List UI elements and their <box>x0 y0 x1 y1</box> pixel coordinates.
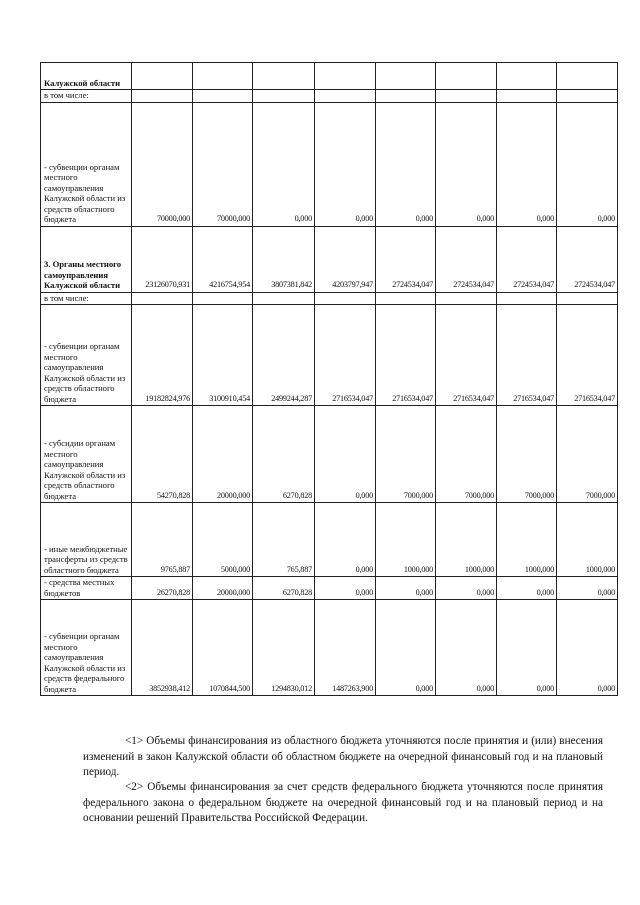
value-cell: 0,000 <box>376 102 436 226</box>
value-cell: 0,000 <box>315 102 376 226</box>
value-cell <box>436 63 497 90</box>
value-cell: 6270,828 <box>253 406 315 503</box>
value-cell: 0,000 <box>497 577 557 600</box>
value-cell: 1000,000 <box>497 503 557 577</box>
value-cell <box>253 63 315 90</box>
value-cell: 9765,887 <box>132 503 193 577</box>
value-cell: 0,000 <box>253 102 315 226</box>
value-cell: 1000,000 <box>557 503 618 577</box>
row-label: Калужской области <box>41 63 132 90</box>
value-cell: 1487263,900 <box>315 600 376 696</box>
value-cell: 23126070,931 <box>132 226 193 292</box>
row-label: - субвенции органам местного самоуправления Калужской области из средств областного бюджета <box>41 305 132 406</box>
budget-table <box>40 62 618 696</box>
value-cell: 0,000 <box>315 406 376 503</box>
value-cell: 1000,000 <box>436 503 497 577</box>
value-cell: 2724534,047 <box>376 226 436 292</box>
empty-cell <box>376 90 436 103</box>
value-cell: 0,000 <box>557 577 618 600</box>
row-label: в том числе: <box>41 90 132 103</box>
value-cell: 5000,000 <box>193 503 253 577</box>
footnote-2 <box>83 780 603 827</box>
value-cell: 2716534,047 <box>436 305 497 406</box>
empty-cell <box>193 90 253 103</box>
budget-table-body <box>41 63 618 696</box>
empty-cell <box>132 292 193 305</box>
value-cell: 26270,828 <box>132 577 193 600</box>
table-row <box>41 102 618 226</box>
value-cell: 3807381,842 <box>253 226 315 292</box>
value-cell <box>132 63 193 90</box>
table-row <box>41 305 618 406</box>
value-cell: 0,000 <box>436 600 497 696</box>
table-row <box>41 63 618 90</box>
footnote-1 <box>83 734 603 781</box>
empty-cell <box>193 292 253 305</box>
table-row <box>41 600 618 696</box>
value-cell: 0,000 <box>497 600 557 696</box>
value-cell: 70000,000 <box>193 102 253 226</box>
value-cell <box>557 63 618 90</box>
table-row <box>41 406 618 503</box>
table-row <box>41 577 618 600</box>
value-cell: 0,000 <box>436 577 497 600</box>
value-cell: 2716534,047 <box>315 305 376 406</box>
value-cell: 19182824,976 <box>132 305 193 406</box>
value-cell: 7000,000 <box>436 406 497 503</box>
value-cell: 3852938,412 <box>132 600 193 696</box>
empty-cell <box>315 90 376 103</box>
empty-cell <box>436 292 497 305</box>
value-cell <box>193 63 253 90</box>
value-cell: 2716534,047 <box>557 305 618 406</box>
value-cell: 4203797,947 <box>315 226 376 292</box>
row-label: - субсидии органам местного самоуправления Калужской области из средств областного бюджета <box>41 406 132 503</box>
footnote-2-text: <2> Объемы финансирования за счет средств федерального бюджета уточняются после принятия федерального закона о федеральном бюджете на очередной финансовый год и на плановый период и на основании решений Правительства Российской Федерации. <box>83 781 603 824</box>
value-cell: 1294830,012 <box>253 600 315 696</box>
value-cell: 2724534,047 <box>557 226 618 292</box>
value-cell: 0,000 <box>315 503 376 577</box>
value-cell: 0,000 <box>436 102 497 226</box>
value-cell <box>497 63 557 90</box>
row-label: в том числе: <box>41 292 132 305</box>
table-row <box>41 90 618 103</box>
row-label: - субвенции органам местного самоуправления Калужской области из средств федерального бюджета <box>41 600 132 696</box>
value-cell: 2724534,047 <box>497 226 557 292</box>
value-cell: 7000,000 <box>557 406 618 503</box>
value-cell: 0,000 <box>376 577 436 600</box>
empty-cell <box>253 90 315 103</box>
empty-cell <box>557 90 618 103</box>
value-cell: 0,000 <box>497 102 557 226</box>
empty-cell <box>315 292 376 305</box>
empty-cell <box>497 90 557 103</box>
value-cell: 20000,000 <box>193 406 253 503</box>
row-label: - иные межбюджетные трансферты из средств областного бюджета <box>41 503 132 577</box>
empty-cell <box>557 292 618 305</box>
empty-cell <box>497 292 557 305</box>
table-row <box>41 292 618 305</box>
value-cell: 765,887 <box>253 503 315 577</box>
value-cell: 0,000 <box>376 600 436 696</box>
value-cell: 70000,000 <box>132 102 193 226</box>
value-cell: 2724534,047 <box>436 226 497 292</box>
value-cell <box>315 63 376 90</box>
table-row <box>41 226 618 292</box>
value-cell: 1000,000 <box>376 503 436 577</box>
value-cell: 6270,828 <box>253 577 315 600</box>
value-cell: 54270,828 <box>132 406 193 503</box>
value-cell: 0,000 <box>557 102 618 226</box>
value-cell: 3100910,454 <box>193 305 253 406</box>
row-label: - субвенции органам местного самоуправления Калужской области из средств областного бюджета <box>41 102 132 226</box>
table-row <box>41 503 618 577</box>
value-cell: 20000,000 <box>193 577 253 600</box>
value-cell: 7000,000 <box>497 406 557 503</box>
value-cell <box>376 63 436 90</box>
row-label: 3. Органы местного самоуправления Калужской области <box>41 226 132 292</box>
value-cell: 1070844,500 <box>193 600 253 696</box>
value-cell: 0,000 <box>315 577 376 600</box>
value-cell: 7000,000 <box>376 406 436 503</box>
empty-cell <box>436 90 497 103</box>
value-cell: 2716534,047 <box>497 305 557 406</box>
empty-cell <box>376 292 436 305</box>
value-cell: 2499244,287 <box>253 305 315 406</box>
empty-cell <box>132 90 193 103</box>
row-label: - средства местных бюджетов <box>41 577 132 600</box>
empty-cell <box>253 292 315 305</box>
footnote-1-text: <1> Объемы финансирования из областного бюджета уточняются после принятия и (или) внесения изменений в закон Калужской области об областном бюджете на очередной финансовый год и на плановый период. <box>83 735 603 778</box>
value-cell: 0,000 <box>557 600 618 696</box>
value-cell: 2716534,047 <box>376 305 436 406</box>
value-cell: 4216754,954 <box>193 226 253 292</box>
